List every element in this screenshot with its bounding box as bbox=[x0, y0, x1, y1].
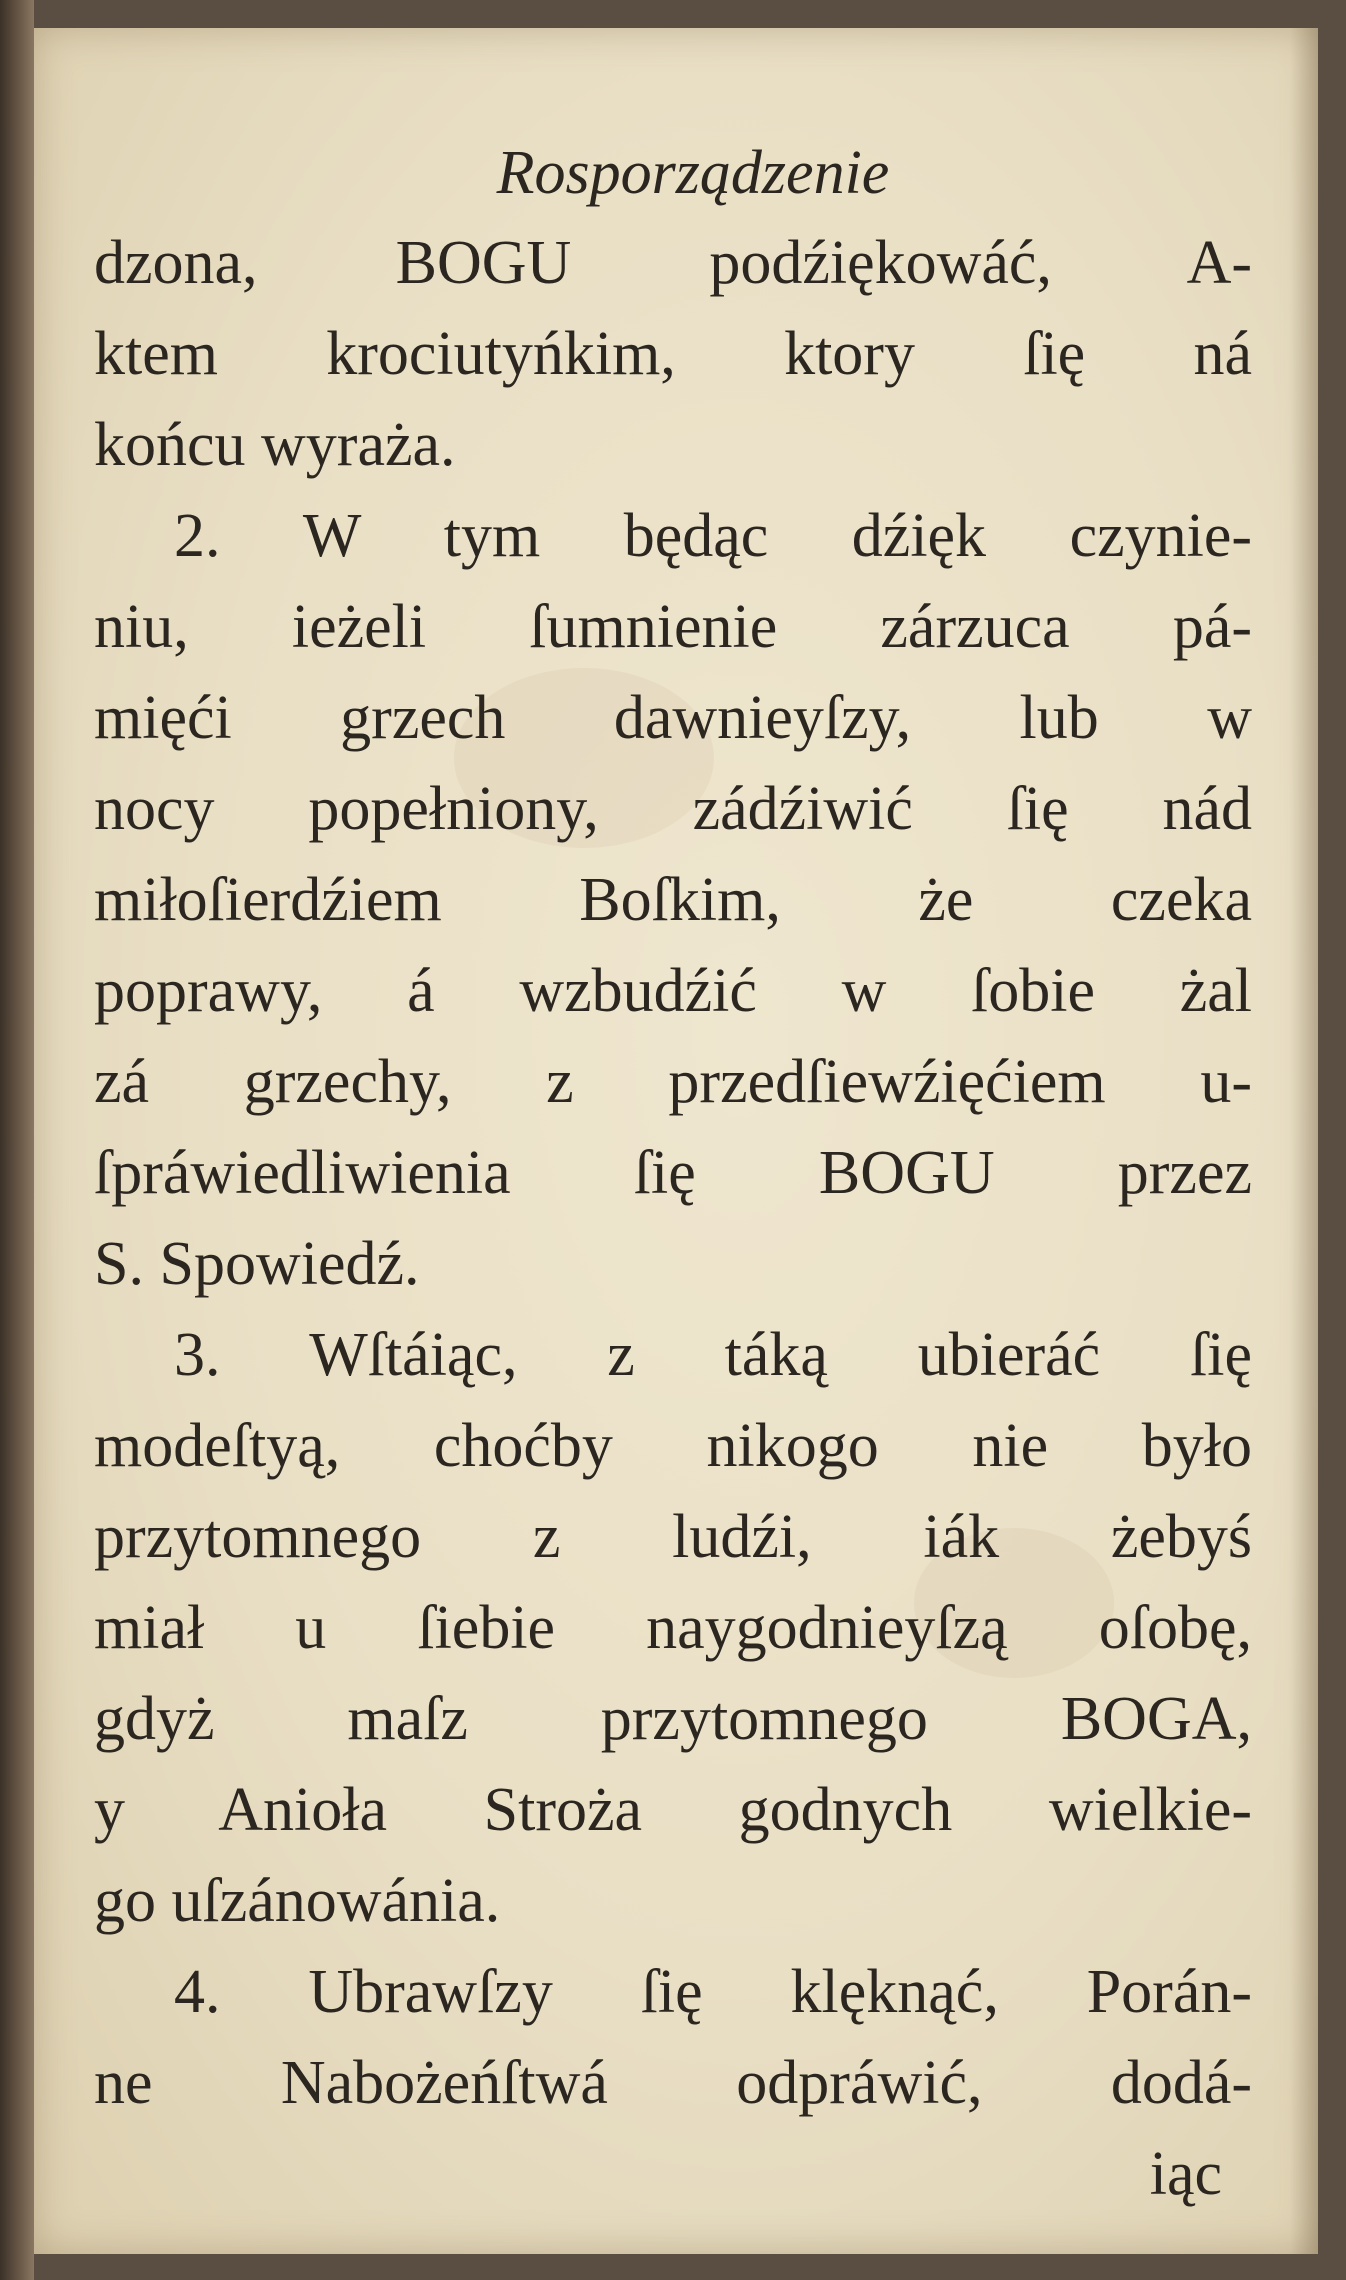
text-line: przytomnego z ludźi, iák żebyś bbox=[94, 1503, 1252, 1571]
text-line: nocy popełniony, zádźiwić ſię nád bbox=[94, 775, 1252, 843]
text-line: niu, ieżeli ſumnienie zárzuca pá- bbox=[94, 593, 1252, 661]
text-line: go uſzánowánia. bbox=[94, 1867, 501, 1935]
page-edge-shadow bbox=[1290, 28, 1318, 2254]
text-line: gdyż maſz przytomnego BOGA, bbox=[94, 1685, 1252, 1753]
book-page bbox=[34, 28, 1318, 2254]
text-line: 2. W tym będąc dźięk czynie- bbox=[174, 502, 1252, 570]
text-line: ſpráwiedliwienia ſię BOGU przez bbox=[94, 1139, 1252, 1207]
body-text bbox=[94, 218, 1252, 2129]
running-head: Rosporządzenie bbox=[496, 139, 890, 207]
text-line: modeſtyą, choćby nikogo nie było bbox=[94, 1412, 1252, 1480]
text-line: miłoſierdźiem Boſkim, że czeka bbox=[94, 866, 1252, 934]
text-line: 3. Wſtáiąc, z táką ubieráć ſię bbox=[174, 1321, 1252, 1389]
text-line: końcu wyraża. bbox=[94, 411, 456, 479]
text-line: 4. Ubrawſzy ſię klęknąć, Porán- bbox=[174, 1958, 1252, 2026]
catchword: iąc bbox=[1149, 2140, 1222, 2208]
book-spine bbox=[0, 0, 34, 2280]
text-line: zá grzechy, z przedſiewźięćiem u- bbox=[94, 1048, 1252, 1116]
text-line: y Anioła Stroża godnych wielkie- bbox=[94, 1776, 1252, 1844]
text-line: S. Spowiedź. bbox=[94, 1230, 420, 1298]
text-block bbox=[94, 128, 1252, 2220]
text-line: poprawy, á wzbudźić w ſobie żal bbox=[94, 957, 1252, 1025]
text-line: ne Nabożeńſtwá odpráwić, dodá- bbox=[94, 2049, 1252, 2117]
text-line: ktem krociutyńkim, ktory ſię ná bbox=[94, 320, 1252, 388]
text-line: miał u ſiebie naygodnieyſzą oſobę, bbox=[94, 1594, 1252, 1662]
text-line: mięći grzech dawnieyſzy, lub w bbox=[94, 684, 1252, 752]
text-line: dzona, BOGU podźiękowáć, A- bbox=[94, 229, 1252, 297]
